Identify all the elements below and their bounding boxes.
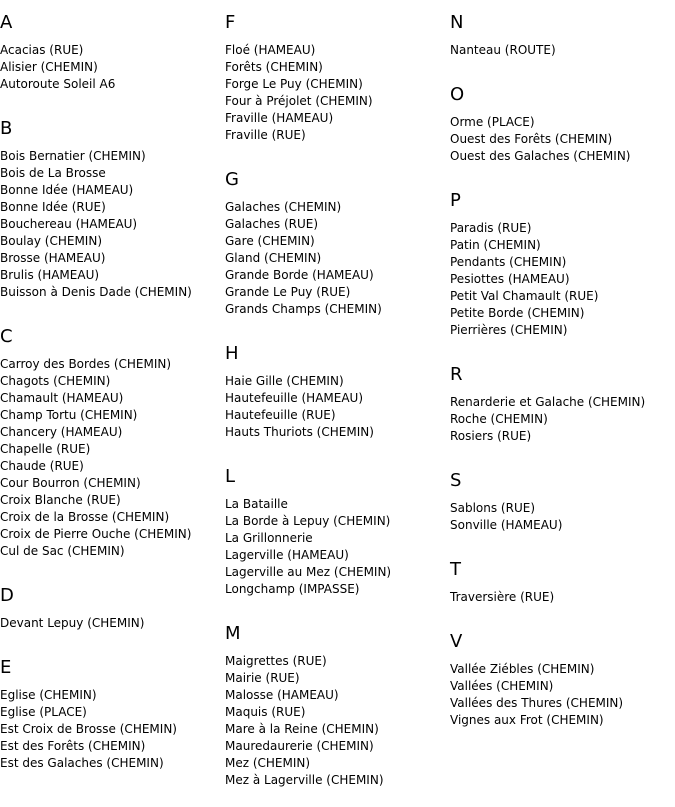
street-item: Fraville (HAMEAU)	[225, 111, 334, 125]
street-index-column-3	[450, 0, 675, 729]
street-item: Alisier (CHEMIN)	[0, 60, 98, 74]
letter-heading: D	[0, 585, 14, 606]
street-list	[450, 661, 675, 729]
street-item: Pierrières (CHEMIN)	[450, 323, 568, 337]
street-item: Chaude (RUE)	[0, 459, 84, 473]
street-item: Roche (CHEMIN)	[450, 412, 548, 426]
street-item: Four à Préjolet (CHEMIN)	[225, 94, 373, 108]
street-item: Carroy des Bordes (CHEMIN)	[0, 357, 172, 371]
street-item: Chagots (CHEMIN)	[0, 374, 111, 388]
street-item: Vallées des Thures (CHEMIN)	[450, 696, 624, 710]
letter-group-p	[450, 190, 675, 339]
letter-heading: V	[450, 631, 463, 652]
street-item: Chapelle (RUE)	[0, 442, 91, 456]
street-item: Paradis (RUE)	[450, 221, 532, 235]
letter-group-c	[0, 326, 225, 560]
street-item: La Grillonnerie	[225, 531, 313, 545]
street-item: Chamault (HAMEAU)	[0, 391, 124, 405]
street-item: Boulay (CHEMIN)	[0, 234, 102, 248]
street-item: Renarderie et Galache (CHEMIN)	[450, 395, 646, 409]
street-item: Bouchereau (HAMEAU)	[0, 217, 138, 231]
street-item: Grande Borde (HAMEAU)	[225, 268, 374, 282]
street-item: Ouest des Forêts (CHEMIN)	[450, 132, 613, 146]
street-item: Ouest des Galaches (CHEMIN)	[450, 149, 631, 163]
letter-group-h	[225, 343, 450, 441]
street-item: Est des Galaches (CHEMIN)	[0, 756, 164, 770]
street-item: Fraville (RUE)	[225, 128, 306, 142]
street-item: Petit Val Chamault (RUE)	[450, 289, 599, 303]
street-item: La Bataille	[225, 497, 288, 511]
street-item: Longchamp (IMPASSE)	[225, 582, 360, 596]
street-item: Bonne Idée (HAMEAU)	[0, 183, 134, 197]
letter-group-f	[225, 12, 450, 144]
letter-group-s	[450, 470, 675, 534]
street-item: Champ Tortu (CHEMIN)	[0, 408, 138, 422]
letter-group-t	[450, 559, 675, 606]
street-item: Pesiottes (HAMEAU)	[450, 272, 570, 286]
letter-group-g	[225, 169, 450, 318]
letter-heading: P	[450, 190, 461, 211]
street-list	[450, 220, 675, 339]
letter-group-a	[0, 12, 225, 93]
street-list	[225, 373, 450, 441]
street-item: Hautefeuille (RUE)	[225, 408, 336, 422]
street-list	[450, 500, 675, 534]
street-item: Mauredaurerie (CHEMIN)	[225, 739, 374, 753]
street-item: Bois Bernatier (CHEMIN)	[0, 149, 146, 163]
street-item: Buisson à Denis Dade (CHEMIN)	[0, 285, 192, 299]
street-item: Sonville (HAMEAU)	[450, 518, 563, 532]
street-item: Vallées (CHEMIN)	[450, 679, 554, 693]
street-item: Bonne Idée (RUE)	[0, 200, 106, 214]
street-item: Forge Le Puy (CHEMIN)	[225, 77, 363, 91]
letter-group-n	[450, 12, 675, 59]
letter-heading: L	[225, 466, 236, 487]
street-item: Hautefeuille (HAMEAU)	[225, 391, 364, 405]
street-list	[0, 687, 225, 772]
street-list	[0, 148, 225, 301]
street-item: Mairie (RUE)	[225, 671, 300, 685]
street-item: Patin (CHEMIN)	[450, 238, 541, 252]
street-item: Galaches (RUE)	[225, 217, 319, 231]
letter-heading: T	[450, 559, 461, 580]
street-item: Sablons (RUE)	[450, 501, 536, 515]
street-item: Eglise (CHEMIN)	[0, 688, 97, 702]
street-index-column-1	[0, 0, 225, 772]
street-item: Mez (CHEMIN)	[225, 756, 311, 770]
letter-group-l	[225, 466, 450, 598]
street-item: Haie Gille (CHEMIN)	[225, 374, 344, 388]
letter-heading: G	[225, 169, 239, 190]
street-item: Petite Borde (CHEMIN)	[450, 306, 585, 320]
street-item: Vallée Ziébles (CHEMIN)	[450, 662, 595, 676]
street-item: Traversière (RUE)	[450, 590, 555, 604]
letter-heading: R	[450, 364, 463, 385]
street-item: Hauts Thuriots (CHEMIN)	[225, 425, 374, 439]
street-item: Devant Lepuy (CHEMIN)	[0, 616, 145, 630]
letter-group-e	[0, 657, 225, 772]
street-list	[0, 356, 225, 560]
letter-heading: F	[225, 12, 236, 33]
street-item: Bois de La Brosse	[0, 166, 106, 180]
street-item: Autoroute Soleil A6	[0, 77, 116, 91]
street-item: Maigrettes (RUE)	[225, 654, 327, 668]
street-list	[0, 615, 225, 632]
street-item: Gland (CHEMIN)	[225, 251, 322, 265]
street-item: Croix Blanche (RUE)	[0, 493, 121, 507]
street-item: Maquis (RUE)	[225, 705, 306, 719]
letter-group-m	[225, 623, 450, 789]
street-item: Vignes aux Frot (CHEMIN)	[450, 713, 604, 727]
street-item: Grande Le Puy (RUE)	[225, 285, 351, 299]
street-list	[450, 42, 675, 59]
street-list	[225, 42, 450, 144]
street-item: Floé (HAMEAU)	[225, 43, 316, 57]
street-item: Mare à la Reine (CHEMIN)	[225, 722, 379, 736]
street-item: Forêts (CHEMIN)	[225, 60, 323, 74]
street-list	[225, 653, 450, 789]
street-item: La Borde à Lepuy (CHEMIN)	[225, 514, 391, 528]
letter-heading: E	[0, 657, 12, 678]
street-list	[450, 589, 675, 606]
letter-heading: B	[0, 118, 13, 139]
street-item: Galaches (CHEMIN)	[225, 200, 342, 214]
street-item: Cour Bourron (CHEMIN)	[0, 476, 141, 490]
street-item: Croix de Pierre Ouche (CHEMIN)	[0, 527, 192, 541]
street-list	[225, 496, 450, 598]
street-item: Est des Forêts (CHEMIN)	[0, 739, 146, 753]
street-item: Malosse (HAMEAU)	[225, 688, 339, 702]
letter-group-r	[450, 364, 675, 445]
letter-group-d	[0, 585, 225, 632]
street-list	[450, 394, 675, 445]
street-item: Cul de Sac (CHEMIN)	[0, 544, 125, 558]
street-item: Acacias (RUE)	[0, 43, 84, 57]
letter-heading: A	[0, 12, 13, 33]
street-item: Gare (CHEMIN)	[225, 234, 315, 248]
letter-group-v	[450, 631, 675, 729]
letter-heading: N	[450, 12, 464, 33]
street-item: Croix de la Brosse (CHEMIN)	[0, 510, 170, 524]
letter-heading: O	[450, 84, 465, 105]
street-index-column-2	[225, 0, 450, 789]
street-item: Rosiers (RUE)	[450, 429, 532, 443]
street-item: Est Croix de Brosse (CHEMIN)	[0, 722, 177, 736]
street-list	[450, 114, 675, 165]
letter-group-o	[450, 84, 675, 165]
street-item: Mez à Lagerville (CHEMIN)	[225, 773, 384, 787]
street-item: Nanteau (ROUTE)	[450, 43, 556, 57]
letter-group-b	[0, 118, 225, 301]
letter-heading: C	[0, 326, 13, 347]
street-list	[225, 199, 450, 318]
street-item: Eglise (PLACE)	[0, 705, 87, 719]
street-item: Lagerville (HAMEAU)	[225, 548, 349, 562]
letter-heading: H	[225, 343, 239, 364]
street-item: Brosse (HAMEAU)	[0, 251, 106, 265]
letter-heading: M	[225, 623, 241, 644]
street-item: Chancery (HAMEAU)	[0, 425, 123, 439]
street-item: Grands Champs (CHEMIN)	[225, 302, 382, 316]
street-item: Brulis (HAMEAU)	[0, 268, 100, 282]
street-item: Pendants (CHEMIN)	[450, 255, 567, 269]
street-list	[0, 42, 225, 93]
letter-heading: S	[450, 470, 462, 491]
street-item: Lagerville au Mez (CHEMIN)	[225, 565, 392, 579]
street-item: Orme (PLACE)	[450, 115, 535, 129]
